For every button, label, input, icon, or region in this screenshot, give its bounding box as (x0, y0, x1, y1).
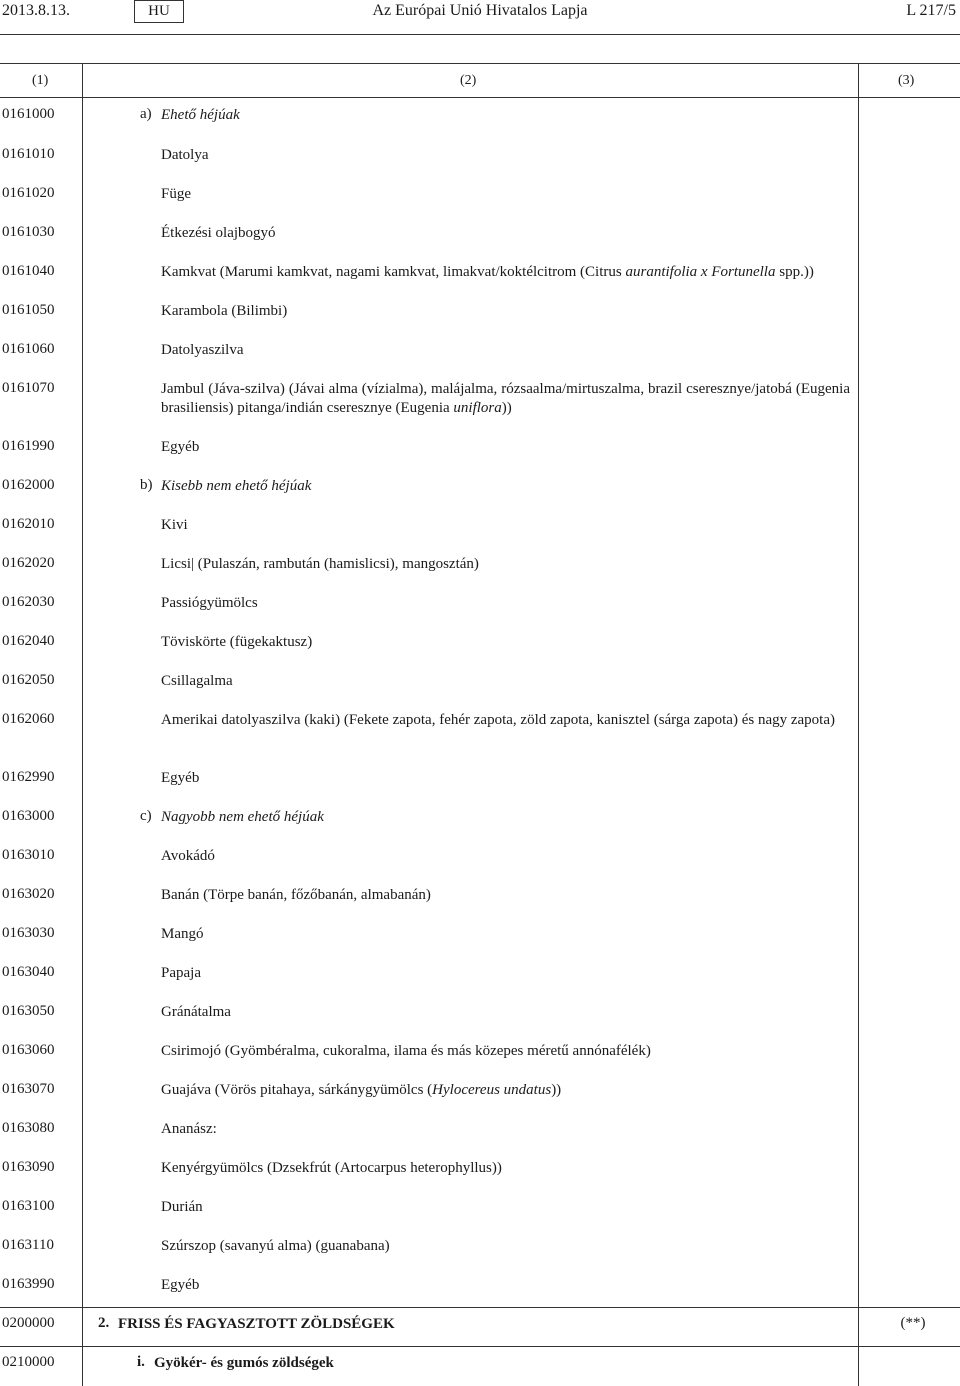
product-description: Guajáva (Vörös pitahaya, sárkánygyümölcs (Hylocereus undatus)) (161, 1082, 562, 1098)
product-description: Kamkvat (Marumi kamkvat, nagami kamkvat, limakvat/koktélcitrom (Citrus aurantifolia x Fortunella spp.)) (161, 264, 814, 280)
section-rule (0, 1346, 960, 1347)
product-code: 0161040 (2, 263, 55, 279)
product-code: 0161030 (2, 224, 55, 240)
product-code: 0161010 (2, 146, 55, 162)
column-header-code: (1) (32, 73, 49, 88)
product-code: 0162050 (2, 672, 55, 688)
product-description: Ananász: (161, 1121, 217, 1137)
product-description: Szúrszop (savanyú alma) (guanabana) (161, 1238, 390, 1254)
column-divider (82, 63, 83, 1386)
product-code: 0162990 (2, 769, 55, 785)
publication-date: 2013.8.13. (2, 2, 70, 19)
category-marker: i. (137, 1354, 145, 1370)
product-description: Kivi (161, 517, 188, 533)
category-marker: a) (140, 106, 152, 122)
column-header-description: (2) (460, 73, 477, 88)
column-header-rate: (3) (898, 73, 915, 88)
language-badge: HU (134, 0, 184, 23)
product-description: Jambul (Jáva-szilva) (Jávai alma (vízialma), malájalma, rózsaalma/mirtuszalma, brazil cseresznye/jatobá (Eugenia brasiliensis) pitanga/indián cseresznye (Eugenia uniflora)) (161, 381, 850, 416)
product-description: Papaja (161, 965, 201, 981)
journal-title: Az Európai Unió Hivatalos Lapja (372, 2, 588, 19)
product-code: 0162030 (2, 594, 55, 610)
product-description: Étkezési olajbogyó (161, 225, 276, 241)
product-description: Mangó (161, 926, 204, 942)
product-code: 0163000 (2, 808, 55, 824)
category-marker: b) (140, 477, 153, 493)
product-code: 0210000 (2, 1354, 55, 1370)
product-code: 0163110 (2, 1237, 54, 1253)
product-description: Gyökér- és gumós zöldségek (154, 1355, 334, 1371)
category-marker: c) (140, 808, 152, 824)
product-code: 0163990 (2, 1276, 55, 1292)
product-description: Datolyaszilva (161, 342, 244, 358)
page-number: L 217/5 (906, 2, 956, 19)
product-code: 0162010 (2, 516, 55, 532)
product-description: Töviskörte (fügekaktusz) (161, 634, 313, 650)
rate-value: (**) (900, 1315, 926, 1331)
product-description: Avokádó (161, 848, 215, 864)
product-description: Gránátalma (161, 1004, 231, 1020)
product-code: 0163080 (2, 1120, 55, 1136)
product-description: FRISS ÉS FAGYASZTOTT ZÖLDSÉGEK (118, 1316, 395, 1332)
product-code: 0162040 (2, 633, 55, 649)
product-description: Egyéb (161, 439, 200, 455)
product-description: Durián (161, 1199, 203, 1215)
table-top-rule (0, 63, 960, 64)
product-description: Amerikai datolyaszilva (kaki) (Fekete zapota, fehér zapota, zöld zapota, kanisztel (sárga zapota) és nagy zapota) (161, 712, 835, 728)
product-code: 0163060 (2, 1042, 55, 1058)
table-head-rule (0, 97, 960, 98)
product-code: 0163070 (2, 1081, 55, 1097)
product-description: Licsi| (Pulaszán, rambután (hamislicsi), mangosztán) (161, 556, 479, 572)
product-code: 0163010 (2, 847, 55, 863)
product-code: 0162020 (2, 555, 55, 571)
product-code: 0163030 (2, 925, 55, 941)
product-code: 0163090 (2, 1159, 55, 1175)
section-rule (0, 1307, 960, 1308)
product-code: 0163100 (2, 1198, 55, 1214)
product-code: 0161990 (2, 438, 55, 454)
product-description: Kisebb nem ehető héjúak (161, 478, 312, 494)
category-marker: 2. (98, 1315, 110, 1331)
product-description: Ehető héjúak (161, 107, 240, 123)
product-description: Banán (Törpe banán, főzőbanán, almabanán) (161, 887, 431, 903)
product-code: 0161070 (2, 380, 55, 396)
product-code: 0161060 (2, 341, 55, 357)
product-code: 0163020 (2, 886, 55, 902)
product-description: Nagyobb nem ehető héjúak (161, 809, 324, 825)
product-description: Karambola (Bilimbi) (161, 303, 288, 319)
header-rule (0, 34, 960, 35)
product-code: 0163040 (2, 964, 55, 980)
product-code: 0162000 (2, 477, 55, 493)
product-code: 0161000 (2, 106, 55, 122)
product-code: 0161050 (2, 302, 55, 318)
product-description: Egyéb (161, 1277, 200, 1293)
product-code: 0163050 (2, 1003, 55, 1019)
product-description: Datolya (161, 147, 209, 163)
product-code: 0161020 (2, 185, 55, 201)
column-divider (858, 63, 859, 1386)
product-description: Füge (161, 186, 191, 202)
product-code: 0162060 (2, 711, 55, 727)
product-description: Passiógyümölcs (161, 595, 258, 611)
product-description: Kenyérgyümölcs (Dzsekfrút (Artocarpus heterophyllus)) (161, 1160, 502, 1176)
product-description: Csillagalma (161, 673, 233, 689)
product-code: 0200000 (2, 1315, 55, 1331)
product-description: Csirimojó (Gyömbéralma, cukoralma, ilama és más közepes méretű annónafélék) (161, 1043, 651, 1059)
product-description: Egyéb (161, 770, 200, 786)
page-header (0, 0, 960, 26)
